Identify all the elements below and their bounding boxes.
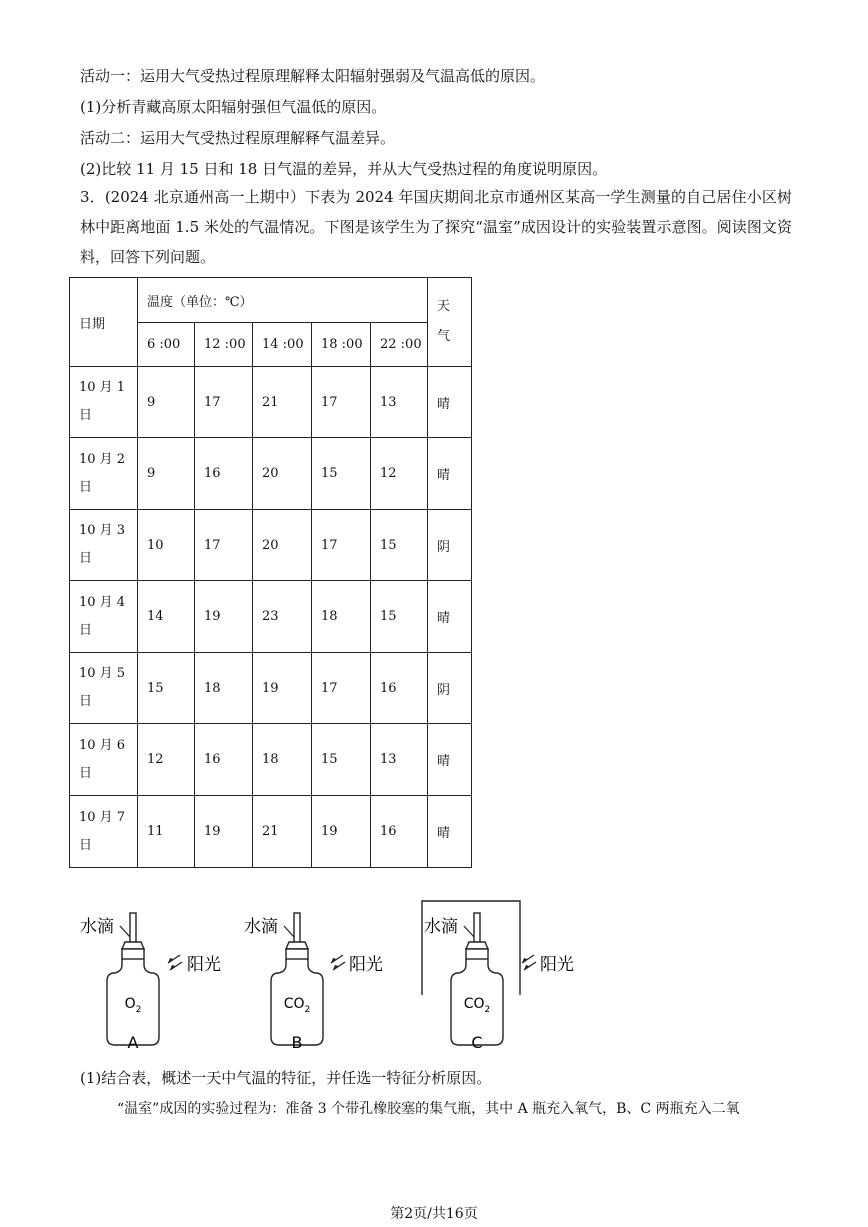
- temp-cell: 17: [312, 510, 371, 581]
- question-1-text: (1)分析青藏高原太阳辐射强但气温低的原因。: [80, 98, 387, 116]
- question-3-stem: 3．(2024 北京通州高一上期中）下表为 2024 年国庆期间北京市通州区某高一学生测量的自己居住小区树林中距离地面 1.5 米处的气温情况。下图是该学生为了探究“温室”成因设计的实验装置示意图。阅读图文资料，回答下列问题。: [80, 188, 792, 266]
- weather-cell: 晴: [428, 581, 472, 653]
- temp-cell: 10: [138, 510, 195, 581]
- sunlight-label: 阳光: [349, 955, 383, 975]
- temp-cell: 11: [138, 796, 195, 868]
- weather-cell: 阴: [428, 510, 472, 581]
- temp-cell: 15: [371, 510, 428, 581]
- temp-cell: 17: [195, 510, 253, 581]
- temp-cell: 15: [312, 438, 371, 510]
- table-row: [70, 796, 472, 868]
- temperature-table: [69, 277, 472, 868]
- date-cell: 10 月 1 日: [70, 367, 138, 438]
- temp-cell: 17: [312, 653, 371, 724]
- temp-cell: 16: [371, 796, 428, 868]
- temp-cell: 13: [371, 724, 428, 796]
- temp-cell: 9: [138, 438, 195, 510]
- temp-cell: 13: [371, 367, 428, 438]
- date-cell: 10 月 4 日: [70, 581, 138, 653]
- temp-cell: 12: [138, 724, 195, 796]
- temp-cell: 18: [312, 581, 371, 653]
- date-header: 日期: [70, 278, 138, 367]
- temp-cell: 17: [312, 367, 371, 438]
- temp-cell: 9: [138, 367, 195, 438]
- activity-one-text: 活动一：运用大气受热过程原理解释太阳辐射强弱及气温高低的原因。: [80, 67, 546, 85]
- date-cell: 10 月 6 日: [70, 724, 138, 796]
- weather-cell: 阴: [428, 653, 472, 724]
- temp-cell: 21: [253, 367, 312, 438]
- weather-cell: 晴: [428, 367, 472, 438]
- weather-cell: 晴: [428, 796, 472, 868]
- water-drop-label: 水滴: [244, 917, 278, 937]
- sunlight-label: 阳光: [187, 955, 221, 975]
- temp-cell: 19: [253, 653, 312, 724]
- bottle-c: [422, 901, 574, 1052]
- weather-header: 天 气: [428, 278, 472, 367]
- table-row: [70, 653, 472, 724]
- temp-cell: 19: [312, 796, 371, 868]
- experiment-description: “温室”成因的实验过程为：准备 3 个带孔橡胶塞的集气瓶，其中 A 瓶充入氧气，B、C 两瓶充入二氧: [117, 1101, 740, 1117]
- water-drop-label: 水滴: [80, 917, 114, 937]
- activity-two-text: 活动二：运用大气受热过程原理解释气温差异。: [80, 129, 396, 147]
- bottle-a: [80, 913, 221, 1052]
- temp-cell: 18: [253, 724, 312, 796]
- temp-cell: 20: [253, 438, 312, 510]
- temp-cell: 14: [138, 581, 195, 653]
- question-2-text: (2)比较 11 月 15 日和 18 日气温的差异，并从大气受热过程的角度说明原因。: [80, 160, 608, 178]
- temp-cell: 18: [195, 653, 253, 724]
- water-drop-label: 水滴: [424, 917, 458, 937]
- date-cell: 10 月 5 日: [70, 653, 138, 724]
- table-row: [70, 367, 472, 438]
- temp-cell: 15: [312, 724, 371, 796]
- gas-label: $CO_2$: [463, 996, 491, 1015]
- temp-cell: 19: [195, 581, 253, 653]
- date-cell: 10 月 3 日: [70, 510, 138, 581]
- bottle-letter: C: [471, 1033, 483, 1052]
- temp-cell: 15: [138, 653, 195, 724]
- bottle-letter: A: [127, 1033, 139, 1052]
- table-row: [70, 724, 472, 796]
- gas-label: $O_2$: [124, 996, 142, 1015]
- sub-question-1: (1)结合表，概述一天中气温的特征，并任选一特征分析原因。: [80, 1069, 492, 1087]
- temp-cell: 16: [195, 724, 253, 796]
- weather-cell: 晴: [428, 438, 472, 510]
- time-header: 12 :00: [195, 323, 253, 367]
- bottle-letter: B: [291, 1033, 303, 1052]
- temp-cell: 21: [253, 796, 312, 868]
- weather-cell: 晴: [428, 724, 472, 796]
- table-row: [70, 438, 472, 510]
- temp-cell: 19: [195, 796, 253, 868]
- temp-cell: 16: [195, 438, 253, 510]
- temperature-header: 温度（单位：℃）: [138, 278, 428, 323]
- temp-cell: 15: [371, 581, 428, 653]
- bottle-b: [244, 913, 383, 1052]
- temp-cell: 12: [371, 438, 428, 510]
- gas-label: $CO_2$: [283, 996, 311, 1015]
- temp-cell: 16: [371, 653, 428, 724]
- time-header: 18 :00: [312, 323, 371, 367]
- time-header: 6 :00: [138, 323, 195, 367]
- page-footer: 第2页/共16页: [390, 1206, 478, 1222]
- time-header: 14 :00: [253, 323, 312, 367]
- temp-cell: 23: [253, 581, 312, 653]
- date-cell: 10 月 2 日: [70, 438, 138, 510]
- sunlight-label: 阳光: [540, 955, 574, 975]
- date-cell: 10 月 7 日: [70, 796, 138, 868]
- temp-cell: 20: [253, 510, 312, 581]
- table-row: [70, 510, 472, 581]
- greenhouse-experiment-diagram: [70, 895, 610, 1060]
- temp-cell: 17: [195, 367, 253, 438]
- table-row: [70, 581, 472, 653]
- time-header: 22 :00: [371, 323, 428, 367]
